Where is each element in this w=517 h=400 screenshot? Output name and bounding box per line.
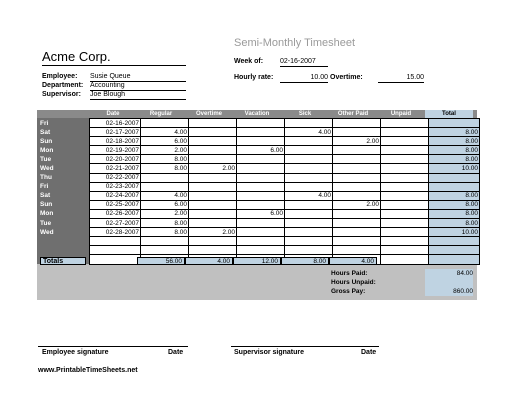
- table-row: [37, 200, 480, 209]
- vacation-cell[interactable]: [237, 182, 285, 191]
- date-cell[interactable]: 02-21-2007: [90, 164, 141, 173]
- unpaid-cell[interactable]: [381, 119, 429, 128]
- table-row: [37, 164, 480, 173]
- company-name: Acme Corp.: [42, 48, 186, 66]
- sick-cell[interactable]: [285, 219, 333, 228]
- overtime-cell[interactable]: [189, 128, 237, 137]
- total-cell: [429, 119, 480, 128]
- header-total: Total: [425, 110, 473, 118]
- rate-label: Hourly rate:: [234, 74, 274, 81]
- page-title: Semi-Monthly Timesheet: [234, 37, 356, 49]
- day-cell: Sun: [37, 137, 90, 146]
- date-cell[interactable]: 02-26-2007: [90, 209, 141, 218]
- other-cell[interactable]: 2.00: [333, 137, 381, 146]
- vacation-cell[interactable]: [237, 119, 285, 128]
- sick-cell[interactable]: 4.00: [285, 128, 333, 137]
- totals-regular: 56.00: [137, 257, 185, 265]
- supervisor-signature-label: Supervisor signature: [234, 349, 305, 356]
- table-row: [37, 209, 480, 218]
- hours-paid-label: Hours Paid:: [331, 270, 368, 277]
- unpaid-cell[interactable]: [381, 237, 429, 246]
- header-overtime: Overtime: [195, 111, 222, 117]
- vacation-cell[interactable]: [237, 219, 285, 228]
- regular-cell[interactable]: 4.00: [141, 128, 189, 137]
- overtime-cell[interactable]: [189, 182, 237, 191]
- vacation-cell[interactable]: [237, 200, 285, 209]
- overtime-cell[interactable]: [189, 246, 237, 255]
- day-cell: Mon: [37, 146, 90, 155]
- unpaid-cell[interactable]: [381, 137, 429, 146]
- date-cell[interactable]: 02-20-2007: [90, 155, 141, 164]
- total-cell: [429, 237, 480, 246]
- supervisor-signature-line[interactable]: [231, 346, 379, 347]
- total-cell: 8.00: [429, 200, 480, 209]
- total-cell: 10.00: [429, 164, 480, 173]
- regular-cell[interactable]: 8.00: [141, 155, 189, 164]
- other-cell[interactable]: [333, 155, 381, 164]
- day-cell: [37, 237, 90, 246]
- employee-date-label: Date: [168, 349, 184, 356]
- hours-paid-value: 84.00: [425, 269, 473, 278]
- hours-unpaid-value: [425, 278, 473, 287]
- overtime-rate-value[interactable]: 15.00: [378, 74, 424, 83]
- header-date: Date: [106, 111, 120, 117]
- day-cell: Fri: [37, 182, 90, 191]
- sick-cell[interactable]: [285, 137, 333, 146]
- date-cell[interactable]: 02-23-2007: [90, 182, 141, 191]
- table-row: [37, 146, 480, 155]
- overtime-cell[interactable]: 2.00: [189, 228, 237, 237]
- total-cell: 10.00: [429, 228, 480, 237]
- totals-row: [37, 257, 477, 267]
- date-cell[interactable]: 02-28-2007: [90, 228, 141, 237]
- department-label: Department:: [42, 82, 84, 89]
- unpaid-cell[interactable]: [381, 164, 429, 173]
- table-row: [37, 228, 480, 237]
- total-cell: [429, 246, 480, 255]
- day-cell: Sat: [37, 191, 90, 200]
- unpaid-cell[interactable]: [381, 191, 429, 200]
- sick-cell[interactable]: [285, 146, 333, 155]
- date-cell[interactable]: [90, 246, 141, 255]
- vacation-cell[interactable]: [237, 228, 285, 237]
- sick-cell[interactable]: [285, 228, 333, 237]
- department-value[interactable]: Accounting: [90, 82, 186, 91]
- timesheet-table: [37, 118, 480, 265]
- overtime-rate-label: Overtime:: [330, 74, 363, 81]
- employee-signature-label: Employee signature: [42, 349, 109, 356]
- overtime-cell[interactable]: [189, 119, 237, 128]
- other-cell[interactable]: [333, 246, 381, 255]
- date-cell[interactable]: 02-25-2007: [90, 200, 141, 209]
- regular-cell[interactable]: 2.00: [141, 146, 189, 155]
- sick-cell[interactable]: [285, 119, 333, 128]
- week-label: Week of:: [234, 58, 264, 65]
- total-cell: 8.00: [429, 137, 480, 146]
- day-cell: Sat: [37, 128, 90, 137]
- day-cell: Sun: [37, 200, 90, 209]
- rate-value[interactable]: 10.00: [280, 74, 328, 83]
- sick-cell[interactable]: [285, 237, 333, 246]
- day-cell: Mon: [37, 209, 90, 218]
- table-row: [37, 155, 480, 164]
- column-headers: [37, 110, 476, 118]
- employee-value[interactable]: Susie Queue: [90, 73, 186, 82]
- regular-cell[interactable]: [141, 173, 189, 182]
- total-cell: [429, 173, 480, 182]
- date-cell[interactable]: 02-24-2007: [90, 191, 141, 200]
- totals-vacation: 12.00: [233, 257, 281, 265]
- total-cell: 8.00: [429, 191, 480, 200]
- total-cell: 8.00: [429, 155, 480, 164]
- unpaid-cell[interactable]: [381, 209, 429, 218]
- date-cell[interactable]: 02-16-2007: [90, 119, 141, 128]
- date-cell[interactable]: 02-18-2007: [90, 137, 141, 146]
- overtime-cell[interactable]: [189, 146, 237, 155]
- overtime-cell[interactable]: [189, 209, 237, 218]
- sick-cell[interactable]: [285, 182, 333, 191]
- hours-unpaid-label: Hours Unpaid:: [331, 279, 376, 286]
- table-row: [37, 182, 480, 191]
- overtime-cell[interactable]: 2.00: [189, 164, 237, 173]
- day-cell: [37, 246, 90, 255]
- regular-cell[interactable]: 2.00: [141, 209, 189, 218]
- other-cell[interactable]: [333, 128, 381, 137]
- sick-cell[interactable]: [285, 173, 333, 182]
- day-cell: Wed: [37, 228, 90, 237]
- total-cell: 8.00: [429, 219, 480, 228]
- table-row: [37, 246, 480, 255]
- regular-cell[interactable]: 6.00: [141, 200, 189, 209]
- sick-cell[interactable]: [285, 155, 333, 164]
- sick-cell[interactable]: 4.00: [285, 191, 333, 200]
- overtime-cell[interactable]: [189, 173, 237, 182]
- overtime-cell[interactable]: [189, 200, 237, 209]
- unpaid-cell[interactable]: [381, 182, 429, 191]
- vacation-cell[interactable]: [237, 173, 285, 182]
- regular-cell[interactable]: 6.00: [141, 137, 189, 146]
- table-row: [37, 119, 480, 128]
- other-cell[interactable]: [333, 146, 381, 155]
- overtime-cell[interactable]: [189, 237, 237, 246]
- totals-sick: 8.00: [281, 257, 329, 265]
- gross-pay-label: Gross Pay:: [331, 288, 366, 295]
- overtime-cell[interactable]: [189, 191, 237, 200]
- table-row: [37, 137, 480, 146]
- vacation-cell[interactable]: [237, 155, 285, 164]
- supervisor-value[interactable]: Joe Blough: [90, 91, 186, 100]
- table-row: [37, 173, 480, 182]
- total-cell: 8.00: [429, 146, 480, 155]
- table-row: [37, 219, 480, 228]
- day-cell: Tue: [37, 155, 90, 164]
- sick-cell[interactable]: [285, 246, 333, 255]
- other-cell[interactable]: [333, 219, 381, 228]
- date-cell[interactable]: 02-27-2007: [90, 219, 141, 228]
- vacation-cell[interactable]: [237, 164, 285, 173]
- other-cell[interactable]: [333, 119, 381, 128]
- sick-cell[interactable]: [285, 209, 333, 218]
- header-other-paid: Other Paid: [337, 111, 369, 117]
- regular-cell[interactable]: 8.00: [141, 219, 189, 228]
- total-cell: 8.00: [429, 128, 480, 137]
- other-cell[interactable]: 2.00: [333, 200, 381, 209]
- header-vacation: Vacation: [244, 111, 270, 117]
- date-cell[interactable]: 02-19-2007: [90, 146, 141, 155]
- header-unpaid: Unpaid: [390, 111, 412, 117]
- other-cell[interactable]: [333, 182, 381, 191]
- day-cell: Wed: [37, 164, 90, 173]
- totals-other-paid: 4.00: [329, 257, 377, 265]
- sick-cell[interactable]: [285, 200, 333, 209]
- regular-cell[interactable]: 8.00: [141, 164, 189, 173]
- unpaid-cell[interactable]: [381, 228, 429, 237]
- overtime-cell[interactable]: [189, 155, 237, 164]
- day-cell: Fri: [37, 119, 90, 128]
- other-cell[interactable]: [333, 228, 381, 237]
- vacation-cell[interactable]: [237, 246, 285, 255]
- supervisor-date-label: Date: [361, 349, 377, 356]
- vacation-cell[interactable]: [237, 191, 285, 200]
- table-row: [37, 237, 480, 246]
- regular-cell[interactable]: 8.00: [141, 228, 189, 237]
- week-value[interactable]: 02-16-2007: [280, 58, 328, 67]
- vacation-cell[interactable]: [237, 237, 285, 246]
- day-cell: Thu: [37, 173, 90, 182]
- other-cell[interactable]: [333, 191, 381, 200]
- total-cell: 8.00: [429, 209, 480, 218]
- date-cell[interactable]: 02-22-2007: [90, 173, 141, 182]
- unpaid-cell[interactable]: [381, 146, 429, 155]
- sick-cell[interactable]: [285, 164, 333, 173]
- regular-cell[interactable]: [141, 119, 189, 128]
- vacation-cell[interactable]: [237, 128, 285, 137]
- header-sick: Sick: [298, 111, 312, 117]
- regular-cell[interactable]: 4.00: [141, 191, 189, 200]
- vacation-cell[interactable]: [237, 137, 285, 146]
- unpaid-cell[interactable]: [381, 219, 429, 228]
- header-regular: Regular: [149, 111, 173, 117]
- totals-label: Totals: [40, 257, 86, 265]
- vacation-cell[interactable]: 6.00: [237, 146, 285, 155]
- regular-cell[interactable]: [141, 237, 189, 246]
- date-cell[interactable]: 02-17-2007: [90, 128, 141, 137]
- day-cell: Tue: [37, 219, 90, 228]
- total-cell: [429, 182, 480, 191]
- table-row: [37, 191, 480, 200]
- footer-url[interactable]: www.PrintableTimeSheets.net: [38, 367, 138, 374]
- unpaid-cell[interactable]: [381, 155, 429, 164]
- regular-cell[interactable]: [141, 182, 189, 191]
- unpaid-cell[interactable]: [381, 173, 429, 182]
- other-cell[interactable]: [333, 209, 381, 218]
- unpaid-cell[interactable]: [381, 200, 429, 209]
- other-cell[interactable]: [333, 237, 381, 246]
- unpaid-cell[interactable]: [381, 246, 429, 255]
- other-cell[interactable]: [333, 164, 381, 173]
- totals-overtime: 4.00: [185, 257, 233, 265]
- date-cell[interactable]: [90, 237, 141, 246]
- overtime-cell[interactable]: [189, 219, 237, 228]
- overtime-cell[interactable]: [189, 137, 237, 146]
- unpaid-cell[interactable]: [381, 128, 429, 137]
- regular-cell[interactable]: [141, 246, 189, 255]
- employee-label: Employee:: [42, 73, 78, 80]
- table-row: [37, 128, 480, 137]
- other-cell[interactable]: [333, 173, 381, 182]
- vacation-cell[interactable]: 6.00: [237, 209, 285, 218]
- gross-pay-value: 860.00: [425, 287, 473, 296]
- supervisor-label: Supervisor:: [42, 91, 81, 98]
- employee-signature-line[interactable]: [38, 346, 188, 347]
